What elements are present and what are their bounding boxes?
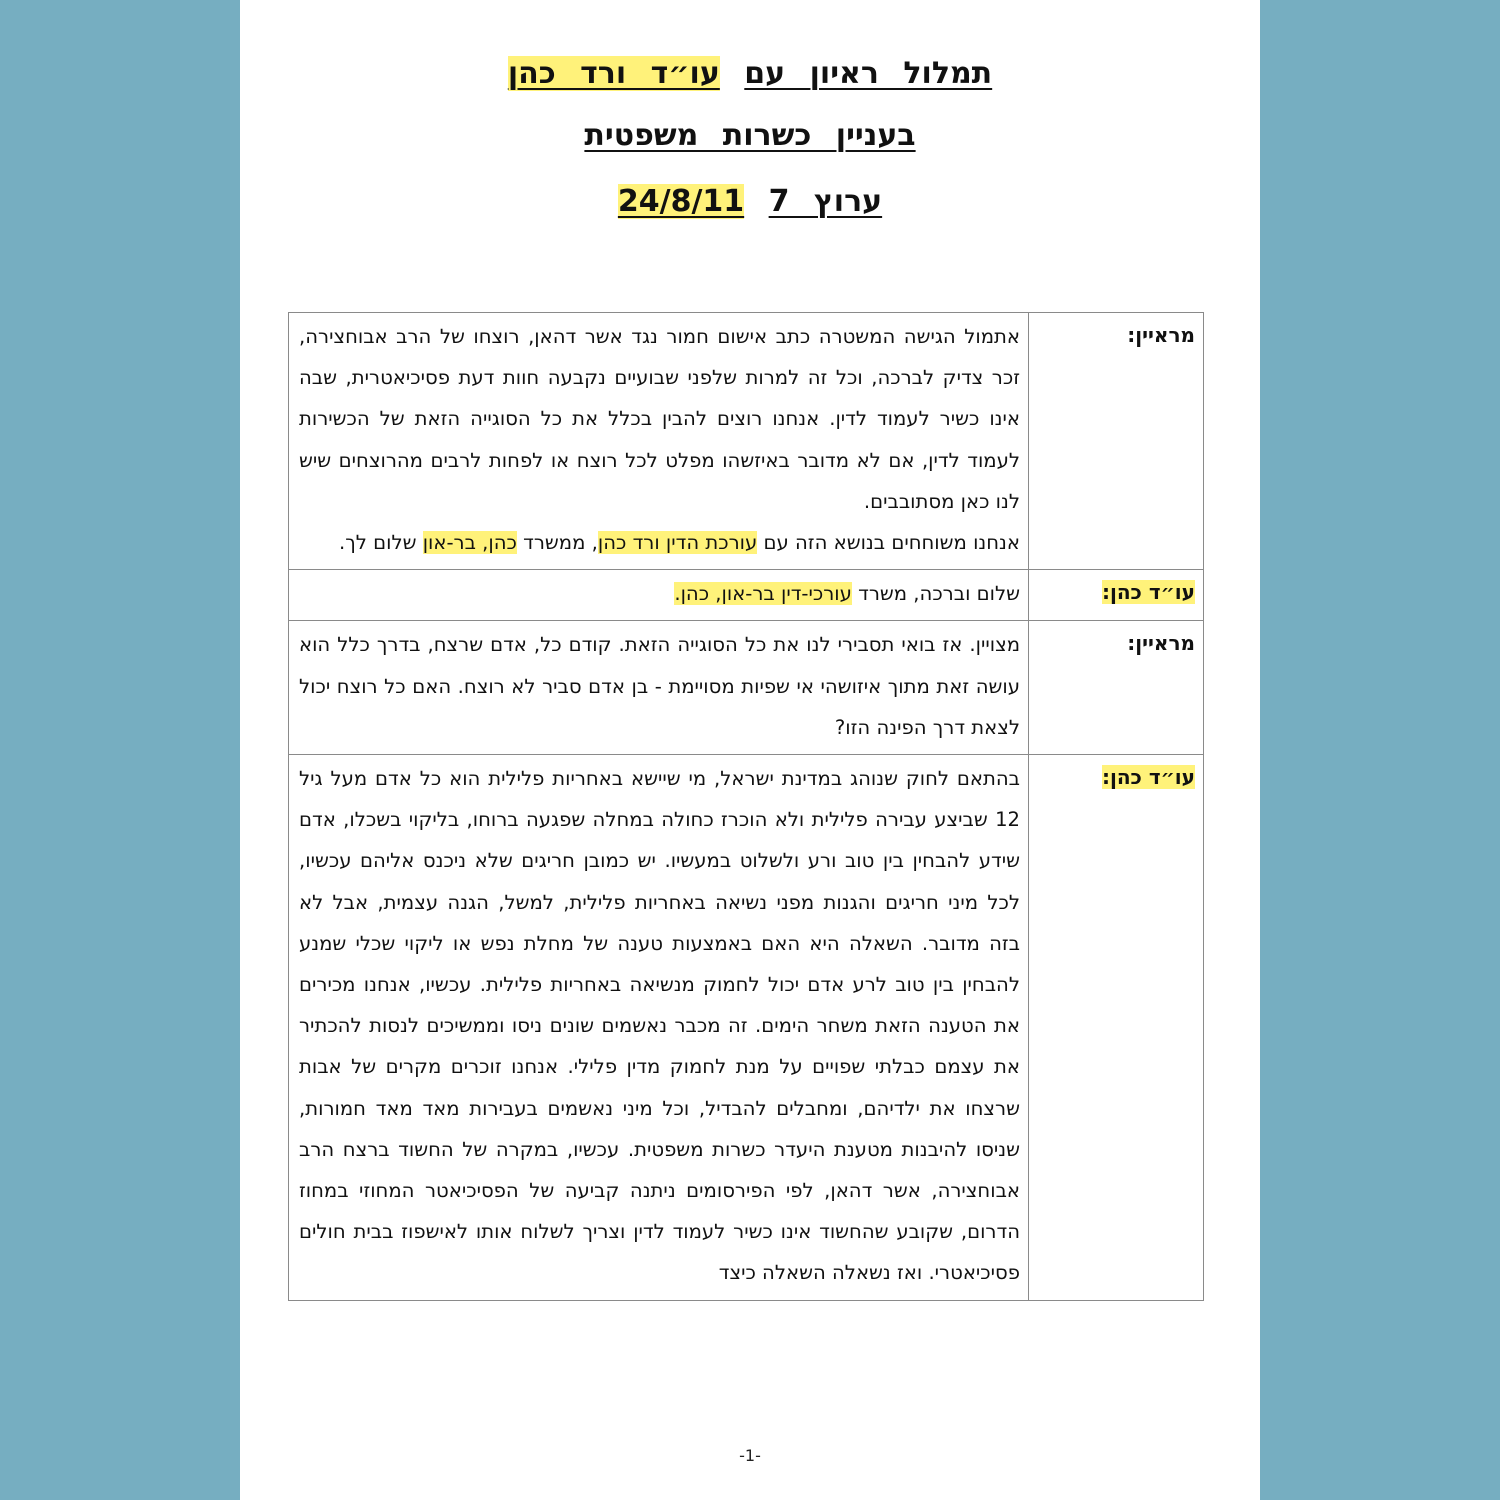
utterance-paragraph [299,624,1020,748]
title-subject: בעניין כשרות משפטית [584,118,916,153]
speaker-label: עו״ד כהן: [1101,765,1195,790]
speaker-label: עו״ד כהן: [1101,580,1195,605]
document-page [240,0,1260,1500]
transcript-table [288,312,1204,1301]
utterance-text: בהתאם לחוק שנוהג במדינת ישראל, מי שיישא באחריות פלילית הוא כל אדם מעל גיל 12 שביצע עבירה פלילית ולא הוכרז כחולה במחלה שפגעה ברוחו, בליקוי בשכלו, אדם שידע להבחין בין טוב ורע ולשלוט במעשיו. יש כמובן חריגים שלא ניכנס אליהם עכשיו, לכל מיני חריגים והגנות מפני נשיאה באחריות פלילית, למשל, הגנה עצמית, אבל לא בזה מדובר. השאלה היא האם באמצעות טענה של מחלת נפש או ליקוי שכלי שמנע להבחין בין טוב לרע אדם יכול לחמוק מנשיאה באחריות פלילית. עכשיו, אנחנו מכירים את הטענה הזאת משחר הימים. זה מכבר נאשמים שונים ניסו וממשיכים לנסות להכתיר את עצמם כבלתי שפויים על מנת לחמוק מדין פלילי. אנחנו זוכרים מקרים של אבות שרצחו את ילדיהם, ומחבלים להבדיל, וכל מיני נאשמים בעבירות מאד מאד חמורות, שניסו להיבנות מטענת היעדר כשרות משפטית. עכשיו, במקרה של החשוד ברצח הרב אבוחצירה, אשר דהאן, לפי הפירסומים ניתנה קביעה של הפסיכיאטר המחוזי במחוז הדרום, שקובע שהחשוד אינו כשיר לעמוד לדין וצריך לשלוח אותו לאישפוז בבית חולים פסיכיאטרי. ואז נשאלה השאלה כיצד [299,767,1020,1285]
title-block [240,0,1260,260]
utterance-text: מצויין. אז בואי תסבירי לנו את כל הסוגייה הזאת. קודם כל, אדם שרצח, בדרך כלל הוא עושה זאת מתוך איזושהי אי שפיות מסויימת - בן אדם סביר לא רוצח. האם כל רוצח יכול לצאת דרך הפינה הזו? [299,633,1020,739]
title-prefix: תמלול ראיון עם [744,56,993,91]
transcript-row [289,313,1204,570]
transcript-row [289,755,1204,1301]
speaker-label: מראיין: [1127,323,1195,347]
title-line-3 [240,184,1260,219]
utterance-paragraph [299,573,1020,614]
highlighted-text: עורכי-דין בר-און, כהן. [674,582,852,606]
utterance-cell [289,621,1029,755]
title-date: 24/8/11 [617,184,745,219]
transcript-row [289,570,1204,621]
utterance-cell [289,755,1029,1301]
title-line-1 [240,56,1260,91]
speaker-label: מראיין: [1127,631,1195,656]
utterance-text: אנחנו משוחחים בנושא הזה עם [757,531,1020,555]
utterance-cell [289,570,1029,621]
speaker-cell [1029,755,1204,1301]
utterance-paragraph [299,758,1020,1294]
utterance-text: שלום וברכה, משרד [851,582,1020,606]
speaker-cell [1029,621,1204,755]
highlighted-text: עורכת הדין ורד כהן [597,531,758,555]
title-line-2 [240,118,1260,153]
utterance-text: , ממשרד [516,531,598,555]
transcript-row [289,621,1204,755]
utterance-cell [289,313,1029,570]
page-number: -1- [739,1446,761,1465]
speaker-cell [1029,570,1204,621]
utterance-paragraph [299,522,1020,563]
highlighted-text: כהן, בר-און [422,531,517,555]
title-channel: ערוץ 7 [768,184,883,219]
utterance-text: שלום לך. [338,531,423,555]
utterance-text: אתמול הגישה המשטרה כתב אישום חמור נגד אשר דהאן, רוצחו של הרב אבוחצירה, זכר צדיק לברכה, וכל זה למרות שלפני שבועיים נקבעה חוות דעת פסיכיאטרית, שבה אינו כשיר לעמוד לדין. אנחנו רוצים להבין בכלל את כל הסוגייה הזאת של הכשירות לעמוד לדין, אם לא מדובר באיזשהו מפלט לכל רוצח או לפחות לרבים מהרוצחים שיש לנו כאן מסתובבים. [299,325,1020,513]
transcript-body [289,313,1204,1301]
title-interviewee-name: עו״ד ורד כהן [507,56,720,91]
utterance-paragraph [299,316,1020,522]
speaker-cell [1029,313,1204,570]
